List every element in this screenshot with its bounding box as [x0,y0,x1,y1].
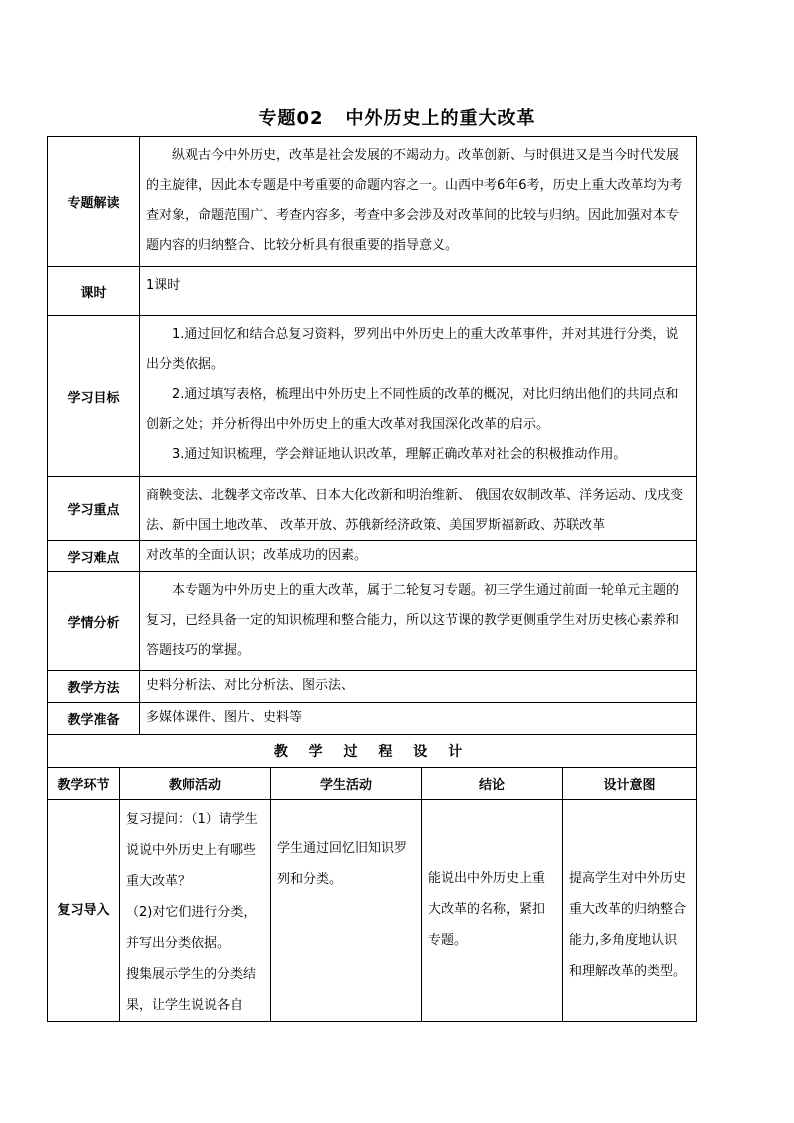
cell-conclusion: 能说出中外历史上重大改革的名称，紧扣专题。 [422,800,563,1021]
label-difficulties: 学习难点 [48,541,140,571]
col-conclusion: 结论 [422,768,563,799]
teacher-line-3: 搜集展示学生的分类结果，让学生说说各自 [126,967,257,1013]
text-student-analysis: 本专题为中外历史上的重大改革，属于二轮复习专题。初三学生通过前面一轮单元主题的复习，已经具备一定的知识梳理和整合能力，所以这节课的教学更侧重学生对历史核心素养和答题技巧的掌握。 [146,583,680,658]
row-class-hours [47,267,697,316]
text-key-points: 商鞅变法、北魏孝文帝改革、日本大化改新和明治维新、 俄国农奴制改革、洋务运动、戊戌变法、新中国土地改革、 改革开放、苏俄新经济政策、美国罗斯福新政、苏联改革 [146,488,684,533]
page-title [0,104,794,130]
row-student-analysis [47,572,697,671]
teacher-line-2: （2)对它们进行分类，并写出分类依据。 [126,905,257,951]
cell-intent: 提高学生对中外历史重大改革的归纳整合能力,多角度地认识和理解改革的类型。 [569,871,687,979]
lesson-plan-table [47,136,697,1022]
label-preparation: 教学准备 [48,703,140,734]
cell-teacher [120,800,271,1021]
process-row-review [47,800,697,1022]
title-main: 中外历史上的重大改革 [345,108,536,129]
goal-1: 1.通过回忆和结合总复习资料，罗列出中外历史上的重大改革事件，并对其进行分类，说出分类依据。 [146,327,679,372]
text-teaching-methods: 史料分析法、对比分析法、图示法、 [146,678,355,693]
goal-2: 2.通过填写表格，梳理出中外历史上不同性质的改革的概况，对比归纳出他们的共同点和创新之处；并分析得出中外历史上的重大改革对我国深化改革的启示。 [146,387,679,432]
col-intent: 设计意图 [603,778,656,793]
label-student-analysis: 学情分析 [48,572,140,670]
text-class-hours: 1课时 [146,278,181,293]
teacher-line-1: 复习提问：（1）请学生说说中外历史上有哪些重大改革？ [126,812,258,889]
text-difficulties: 对改革的全面认识；改革成功的因素。 [146,548,368,563]
text-preparation: 多媒体课件、图片、史料等 [146,710,303,725]
label-learning-goals: 学习目标 [48,316,140,476]
row-key-points [47,477,697,541]
text-learning-goals [140,316,696,476]
label-key-points: 学习重点 [48,477,140,540]
row-learning-goals [47,316,697,477]
col-student: 学生活动 [271,768,422,799]
process-header-row [47,768,697,800]
cell-stage: 复习导入 [48,800,120,1021]
row-preparation [47,703,697,735]
text-topic-interpretation: 纵观古今中外历史，改革是社会发展的不竭动力。改革创新、与时俱进又是当今时代发展的主旋律，因此本专题是中考重要的命题内容之一。山西中考6年6考，历史上重大改革均为考查对象，命题范围广、考查内容多，考查中多会涉及对改革间的比较与归纳。因此加强对本专题内容的归纳整合、比较分析具有很重要的指导意义。 [146,148,683,253]
label-topic-interpretation: 专题解读 [48,137,140,266]
col-stage: 教学环节 [48,768,120,799]
row-difficulties [47,541,697,572]
row-topic-interpretation [47,136,697,267]
label-teaching-methods: 教学方法 [48,671,140,702]
col-teacher: 教师活动 [120,768,271,799]
cell-student: 学生通过回忆旧知识罗列和分类。 [271,800,422,1021]
process-heading: 教 学 过 程 设 计 [47,735,697,768]
goal-3: 3.通过知识梳理，学会辩证地认识改革，理解正确改革对社会的积极推动作用。 [172,447,627,462]
label-class-hours: 课时 [48,267,140,315]
row-teaching-methods [47,671,697,703]
title-prefix: 专题02 [258,108,324,129]
